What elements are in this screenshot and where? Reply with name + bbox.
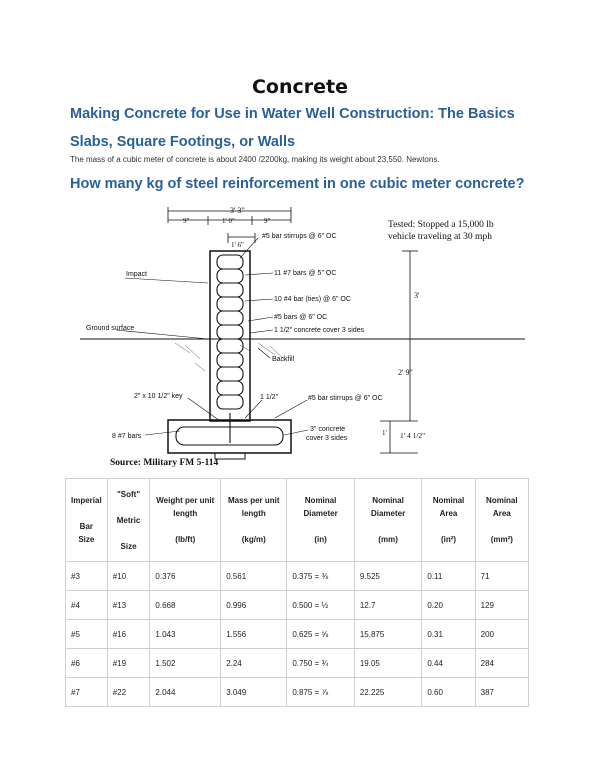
table-cell: 2.044 bbox=[150, 678, 221, 707]
table-cell: 9.525 bbox=[354, 562, 422, 591]
dim-9-right: 9" bbox=[264, 217, 271, 225]
col-soft-metric-size: "Soft" Metric Size bbox=[107, 479, 150, 562]
table-cell: #3 bbox=[66, 562, 108, 591]
table-cell: 0.996 bbox=[221, 591, 287, 620]
table-cell: 0.44 bbox=[422, 649, 475, 678]
table-cell: 12.7 bbox=[354, 591, 422, 620]
tested-line-1: Tested: Stopped a 15,000 lb bbox=[388, 220, 494, 230]
table-row bbox=[66, 649, 529, 678]
col-nominal-diameter-in: Nominal Diameter (in) bbox=[287, 479, 355, 562]
dim-1-half: 1 1/2" bbox=[260, 394, 279, 401]
heading-slabs: Slabs, Square Footings, or Walls bbox=[70, 134, 296, 150]
heading-steel-question: How many kg of steel reinforcement in one cubic meter concrete? bbox=[70, 176, 525, 192]
table-cell: 0.500 = ½ bbox=[287, 591, 355, 620]
table-cell: #6 bbox=[66, 649, 108, 678]
table-cell: #7 bbox=[66, 678, 108, 707]
heading-water-well: Making Concrete for Use in Water Well Construction: The Basics bbox=[70, 106, 515, 122]
col-nominal-diameter-mm: Nominal Diameter (mm) bbox=[354, 479, 422, 562]
table-cell: 15.875 bbox=[354, 620, 422, 649]
dim-total: 3' 3" bbox=[230, 206, 245, 215]
table-cell: 0.20 bbox=[422, 591, 475, 620]
table-row bbox=[66, 591, 529, 620]
label-ground-surface: Ground surface bbox=[86, 325, 135, 332]
dim-1-0: 1' 0" bbox=[222, 217, 235, 225]
col-mass-per-length: Mass per unit length (kg/m) bbox=[221, 479, 287, 562]
table-cell: 0.750 = ¾ bbox=[287, 649, 355, 678]
table-cell: #19 bbox=[107, 649, 150, 678]
table-row bbox=[66, 562, 529, 591]
table-cell: #16 bbox=[107, 620, 150, 649]
table-cell: 0.375 = ⅜ bbox=[287, 562, 355, 591]
label-8-7-bars: 8 #7 bars bbox=[112, 433, 142, 440]
dim-1: 1' bbox=[382, 429, 387, 437]
dim-2-9: 2' 9" bbox=[398, 368, 413, 377]
tested-line-2: vehicle traveling at 30 mph bbox=[388, 232, 492, 242]
table-cell: 200 bbox=[475, 620, 528, 649]
table-row bbox=[66, 620, 529, 649]
table-cell: 387 bbox=[475, 678, 528, 707]
col-weight-per-length: Weight per unit length (lb/ft) bbox=[150, 479, 221, 562]
label-key: 2" x 10 1/2" key bbox=[134, 393, 183, 400]
label-footing-cover-2: cover 3 sides bbox=[306, 435, 348, 442]
table-cell: 0.875 = ⅞ bbox=[287, 678, 355, 707]
col-nominal-area-mm2: Nominal Area (mm²) bbox=[475, 479, 528, 562]
table-cell: 0.31 bbox=[422, 620, 475, 649]
table-row bbox=[66, 678, 529, 707]
label-11-7-bars: 11 #7 bars @ 5" OC bbox=[274, 270, 337, 277]
table-cell: #10 bbox=[107, 562, 150, 591]
label-10-4-ties: 10 #4 bar (ties) @ 6" OC bbox=[274, 296, 351, 303]
table-cell: 0.11 bbox=[422, 562, 475, 591]
table-cell: 1.556 bbox=[221, 620, 287, 649]
label-stirrups-bottom: #5 bar stirrups @ 6" OC bbox=[308, 395, 383, 402]
dim-1-4-half: 1' 4 1/2" bbox=[400, 431, 426, 440]
label-cover-wall: 1 1/2" concrete cover 3 sides bbox=[274, 327, 365, 334]
table-cell: 1.043 bbox=[150, 620, 221, 649]
label-impact: Impact bbox=[126, 271, 148, 278]
label-backfill: Backfill bbox=[272, 356, 295, 363]
table-header-row bbox=[66, 479, 529, 562]
table-cell: 0.668 bbox=[150, 591, 221, 620]
col-nominal-area-in2: Nominal Area (in²) bbox=[422, 479, 475, 562]
dim-3: 3' bbox=[414, 291, 420, 300]
table-cell: 284 bbox=[475, 649, 528, 678]
table-cell: 22.225 bbox=[354, 678, 422, 707]
mass-paragraph: The mass of a cubic meter of concrete is about 2400 /2200kg, making its weight about 23,550. Newtons. bbox=[70, 155, 440, 164]
table-cell: 0.376 bbox=[150, 562, 221, 591]
page-title: Concrete bbox=[251, 76, 348, 98]
diagram-source: Source: Military FM 5-114 bbox=[110, 458, 219, 468]
table-cell: 0.561 bbox=[221, 562, 287, 591]
table-cell: #4 bbox=[66, 591, 108, 620]
table-cell: 1.502 bbox=[150, 649, 221, 678]
table-cell: 0.60 bbox=[422, 678, 475, 707]
table-cell: #22 bbox=[107, 678, 150, 707]
table-cell: 2.24 bbox=[221, 649, 287, 678]
table-cell: 3.049 bbox=[221, 678, 287, 707]
dim-9-left: 9" bbox=[183, 217, 190, 225]
label-stirrups-top: #5 bar stirrups @ 6" OC bbox=[262, 233, 337, 240]
table-cell: #5 bbox=[66, 620, 108, 649]
dim-1-6: 1' 6" bbox=[231, 241, 244, 249]
label-footing-cover-1: 3" concrete bbox=[310, 426, 346, 433]
table-cell: 71 bbox=[475, 562, 528, 591]
table-cell: 0.625 = ⅝ bbox=[287, 620, 355, 649]
label-5-bars: #5 bars @ 6" OC bbox=[274, 314, 328, 321]
table-cell: #13 bbox=[107, 591, 150, 620]
col-imperial-bar-size: Imperial Bar Size bbox=[66, 479, 108, 562]
barrier-wall-diagram bbox=[80, 203, 535, 468]
table-cell: 129 bbox=[475, 591, 528, 620]
rebar-table bbox=[65, 478, 529, 707]
table-cell: 19.05 bbox=[354, 649, 422, 678]
